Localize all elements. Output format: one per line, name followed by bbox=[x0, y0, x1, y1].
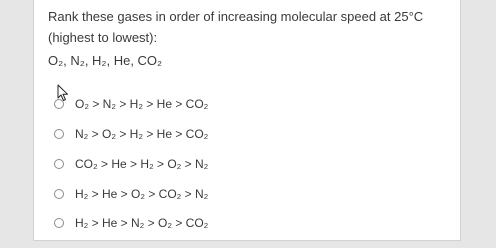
radio-button-icon[interactable] bbox=[54, 99, 64, 109]
question-text-line-1: Rank these gases in order of increasing molecular speed at 25°C bbox=[48, 9, 424, 24]
answer-option-1[interactable] bbox=[54, 95, 208, 113]
answer-option-4[interactable] bbox=[54, 185, 208, 203]
question-text-line-2: (highest to lowest): bbox=[48, 30, 158, 45]
question-panel bbox=[33, 0, 461, 241]
radio-button-icon[interactable] bbox=[54, 129, 64, 139]
radio-button-icon[interactable] bbox=[54, 189, 64, 199]
answer-option-2[interactable] bbox=[54, 125, 208, 143]
answer-option-label: CO₂ > He > H₂ > O₂ > N₂ bbox=[75, 157, 209, 171]
answer-option-3[interactable] bbox=[54, 155, 208, 173]
radio-button-icon[interactable] bbox=[54, 218, 64, 228]
gas-list: O₂, N₂, H₂, He, CO₂ bbox=[48, 53, 163, 68]
answer-option-label: H₂ > He > O₂ > CO₂ > N₂ bbox=[75, 187, 209, 201]
answer-option-label: O₂ > N₂ > H₂ > He > CO₂ bbox=[75, 97, 209, 111]
radio-button-icon[interactable] bbox=[54, 159, 64, 169]
answer-option-label: H₂ > He > N₂ > O₂ > CO₂ bbox=[75, 216, 209, 230]
answer-option-5[interactable] bbox=[54, 214, 208, 232]
answer-option-label: N₂ > O₂ > H₂ > He > CO₂ bbox=[75, 127, 209, 141]
